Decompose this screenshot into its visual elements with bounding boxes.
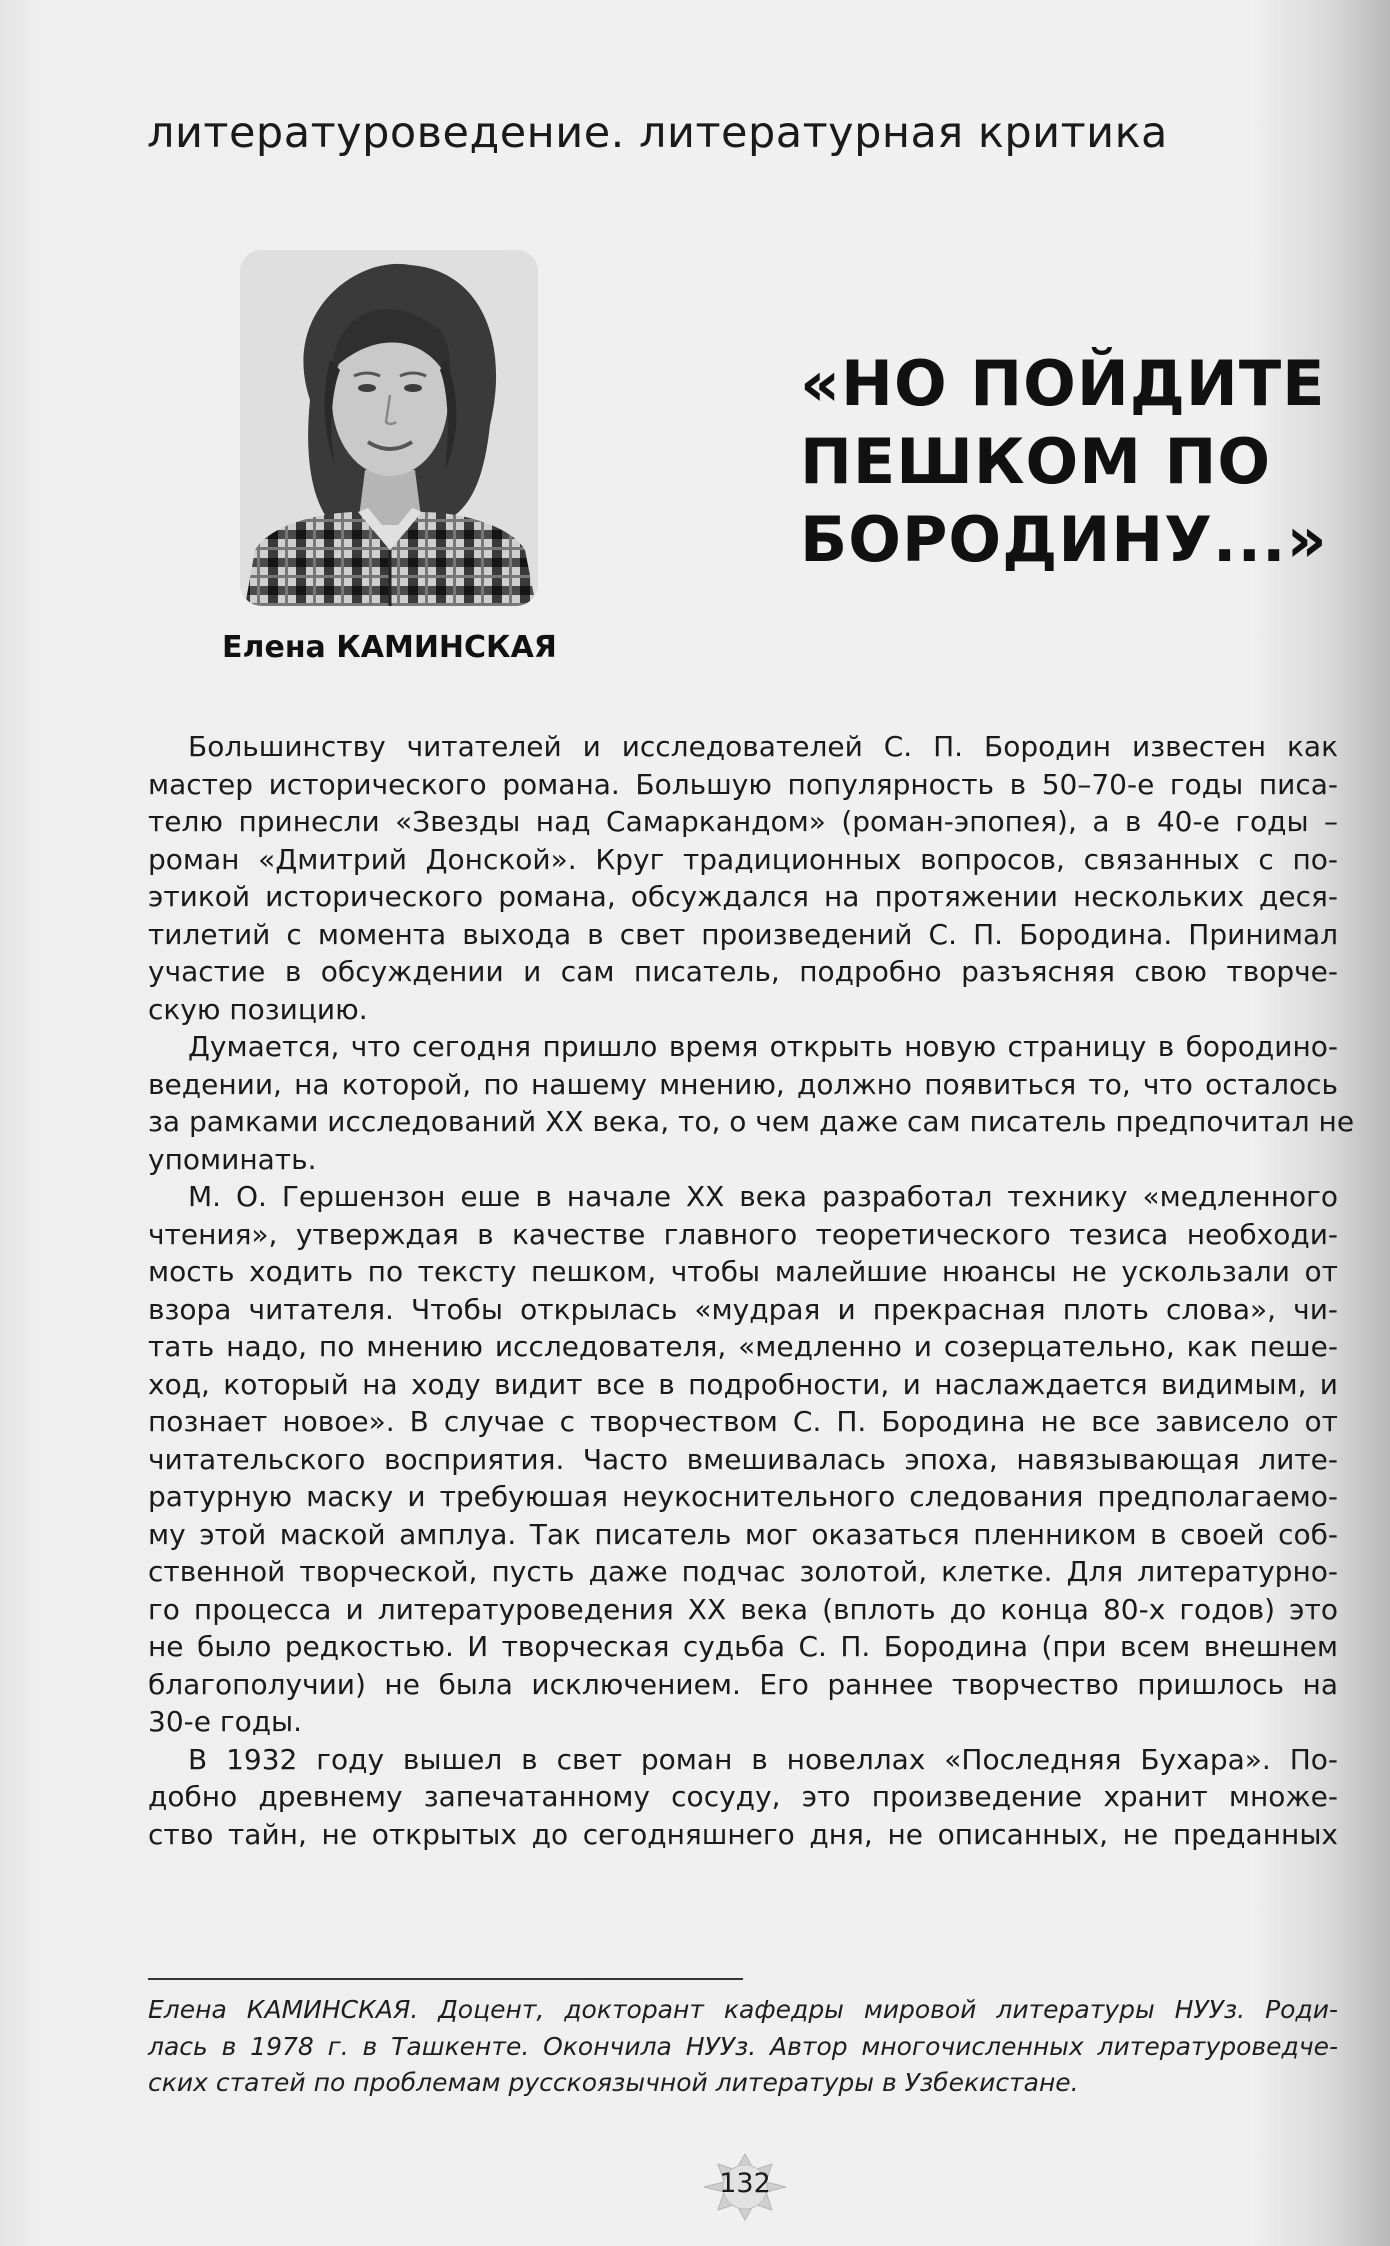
- text-line: познает новое». В случае с творчеством С. П. Бородина не все зависело от: [148, 1405, 1338, 1438]
- text-line: ход, который на ходу видит все в подробности, и наслаждается видимым, и: [148, 1367, 1338, 1401]
- paragraph: [148, 1178, 1338, 1741]
- title-line: БОРОДИНУ...»: [800, 503, 1328, 576]
- author-name: Елена КАМИНСКАЯ: [222, 630, 557, 665]
- page-number-ornament: [690, 2152, 800, 2222]
- text-line: 30-е годы.: [148, 1705, 303, 1738]
- paragraph: [148, 1741, 1338, 1854]
- text-line: тилетий с момента выхода в свет произведений С. П. Бородина. Принимал: [148, 917, 1338, 951]
- article-body: [148, 728, 1355, 1853]
- article-title: [800, 345, 1328, 579]
- footnote-line: ских статей по проблемам русскоязычной литературы в Узбекистане.: [148, 2068, 1079, 2097]
- text-line: упоминать.: [148, 1142, 317, 1176]
- text-line: роман «Дмитрий Донской». Круг традиционных вопросов, связанных с по-: [148, 842, 1338, 876]
- text-line: му этой маской амплуа. Так писатель мог оказаться пленником в своей соб-: [148, 1517, 1338, 1551]
- text-line: мастер исторического романа. Большую популярность в 50–70-е годы писа-: [148, 767, 1338, 801]
- text-line: Думается, что сегодня пришло время открыть новую страницу в бородино-: [188, 1030, 1338, 1063]
- text-line: благополучии) не была исключением. Его раннее творчество пришлось на: [148, 1667, 1338, 1701]
- text-line: скую позицию.: [148, 992, 368, 1026]
- text-line: за рамками исследований XX века, то, о чем даже сам писатель предпочитал не: [148, 1105, 1355, 1138]
- text-line: го процесса и литературоведения XX века (вплоть до конца 80-х годов) это: [148, 1592, 1338, 1626]
- text-line: ведении, на которой, по нашему мнению, должно появиться то, что осталось: [148, 1067, 1338, 1101]
- text-line: телю принесли «Звезды над Самаркандом» (роман-эпопея), а в 40-е годы –: [148, 805, 1338, 838]
- text-line: взора читателя. Чтобы открылась «мудрая и прекрасная плоть слова», чи-: [148, 1292, 1338, 1326]
- text-line: ственной творческой, пусть даже подчас золотой, клетке. Для литературно-: [148, 1555, 1338, 1588]
- text-line: ство тайн, не открытых до сегодняшнего дня, не описанных, не преданных: [148, 1817, 1338, 1851]
- text-line: Большинству читателей и исследователей С. П. Бородин известен как: [188, 730, 1338, 763]
- text-line: читательского восприятия. Часто вмешивалась эпоха, навязывающая лите-: [148, 1442, 1338, 1476]
- footnote-line: Елена КАМИНСКАЯ. Доцент, докторант кафедры мировой литературы НУУз. Роди-: [148, 1995, 1338, 2024]
- title-line: «НО ПОЙДИТЕ: [800, 347, 1326, 420]
- text-line: мость ходить по тексту пешком, чтобы малейшие нюансы не ускользали от: [148, 1255, 1338, 1288]
- text-line: В 1932 году вышел в свет роман в новеллах «Последняя Бухара». По-: [188, 1742, 1338, 1776]
- text-line: чтения», утверждая в качестве главного теоретического тезиса необходи-: [148, 1217, 1338, 1251]
- paragraph: [148, 728, 1338, 1028]
- text-line: ратурную маску и требуюшая неукоснительного следования предполагаемо-: [148, 1480, 1338, 1513]
- text-line: этикой исторического романа, обсуждался на протяжении нескольких деся-: [148, 880, 1338, 913]
- paragraph: [148, 1028, 1355, 1178]
- text-line: участие в обсуждении и сам писатель, подробно разъясняя свою творче-: [148, 955, 1338, 988]
- text-line: не было редкостью. И творческая судьба С. П. Бородина (при всем внешнем: [148, 1630, 1338, 1663]
- footnote-line: лась в 1978 г. в Ташкенте. Окончила НУУз. Автор многочисленных литературоведче-: [148, 2031, 1338, 2061]
- page-number: 132: [719, 2168, 771, 2199]
- author-footnote: [148, 1992, 1338, 2102]
- text-line: тать надо, по мнению исследователя, «медленно и созерцательно, как пеше-: [148, 1330, 1338, 1363]
- footnote-divider: [148, 1978, 743, 1980]
- author-portrait-image: [240, 250, 538, 606]
- author-photo: [240, 250, 538, 606]
- title-line: ПЕШКОМ ПО: [800, 425, 1272, 498]
- section-header: литературоведение. литературная критика: [147, 108, 1168, 158]
- text-line: добно древнему запечатанному сосуду, это произведение хранит множе-: [148, 1780, 1338, 1813]
- text-line: М. О. Гершензон еше в начале XX века разработал технику «медленного: [188, 1180, 1338, 1213]
